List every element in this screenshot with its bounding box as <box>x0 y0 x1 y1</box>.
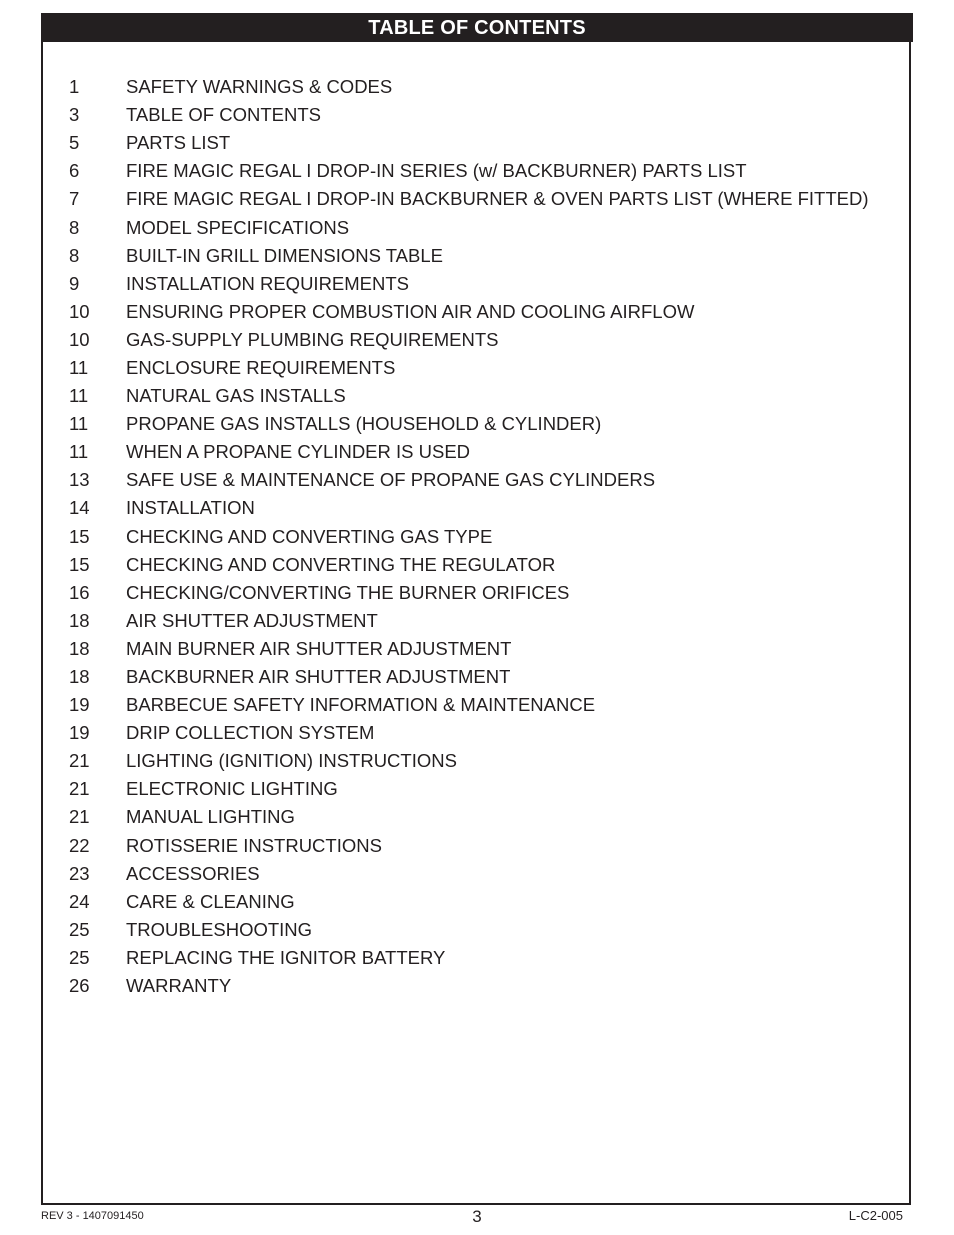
toc-entry <box>69 157 869 185</box>
toc-entry <box>69 242 869 270</box>
toc-entry <box>69 691 869 719</box>
toc-page-number: 18 <box>69 637 90 659</box>
toc-entry <box>69 663 869 691</box>
toc-page-number: 25 <box>69 946 90 968</box>
toc-entry-title: BARBECUE SAFETY INFORMATION & MAINTENANCE <box>126 694 596 716</box>
toc-page-number: 21 <box>69 778 90 800</box>
toc-entry <box>69 73 869 101</box>
toc-page-number: 18 <box>69 609 90 631</box>
toc-entry <box>69 438 869 466</box>
toc-page-number: 16 <box>69 581 90 603</box>
toc-page-number: 15 <box>69 525 90 547</box>
toc-entry-title: AIR SHUTTER ADJUSTMENT <box>126 609 378 631</box>
toc-entry-title: INSTALLATION REQUIREMENTS <box>126 272 410 294</box>
toc-entry <box>69 129 869 157</box>
toc-entry-title: NATURAL GAS INSTALLS <box>126 385 346 407</box>
toc-entry <box>69 719 869 747</box>
toc-entry-title: MAIN BURNER AIR SHUTTER ADJUSTMENT <box>126 637 512 659</box>
toc-entry <box>69 270 869 298</box>
toc-entry-title: CHECKING AND CONVERTING GAS TYPE <box>126 525 493 547</box>
toc-entry-title: REPLACING THE IGNITOR BATTERY <box>126 946 446 968</box>
toc-page-number: 13 <box>69 469 90 491</box>
toc-page-number: 6 <box>69 160 80 182</box>
toc-page-number: 8 <box>69 216 80 238</box>
toc-entry-title: ACCESSORIES <box>126 862 260 884</box>
toc-entry <box>69 916 869 944</box>
toc-entry <box>69 466 869 494</box>
document-code: L-C2-005 <box>848 1208 903 1223</box>
toc-entry <box>69 494 869 522</box>
toc-entry <box>69 944 869 972</box>
toc-entry <box>69 326 869 354</box>
toc-entry-title: SAFE USE & MAINTENANCE OF PROPANE GAS CYLINDERS <box>126 469 656 491</box>
toc-entry-title: ENSURING PROPER COMBUSTION AIR AND COOLING AIRFLOW <box>126 300 695 322</box>
toc-entry-title: CHECKING/CONVERTING THE BURNER ORIFICES <box>126 581 570 603</box>
toc-entry-title: WHEN A PROPANE CYLINDER IS USED <box>126 441 471 463</box>
toc-page-number: 18 <box>69 666 90 688</box>
toc-entry <box>69 579 869 607</box>
toc-entry <box>69 775 869 803</box>
toc-entry-title: ELECTRONIC LIGHTING <box>126 778 338 800</box>
toc-entry-title: FIRE MAGIC REGAL I DROP-IN BACKBURNER & OVEN PARTS LIST (WHERE FITTED) <box>126 188 869 210</box>
toc-entry <box>69 298 869 326</box>
toc-page-number: 9 <box>69 272 80 294</box>
toc-entry-title: PARTS LIST <box>126 132 231 154</box>
toc-page-number: 1 <box>69 76 80 98</box>
toc-entry-title: CARE & CLEANING <box>126 890 295 912</box>
toc-entry-title: SAFETY WARNINGS & CODES <box>126 76 393 98</box>
toc-entry <box>69 607 869 635</box>
toc-entry <box>69 972 869 1000</box>
toc-entry-title: ENCLOSURE REQUIREMENTS <box>126 356 396 378</box>
toc-entry <box>69 410 869 438</box>
toc-entry-title: FIRE MAGIC REGAL I DROP-IN SERIES (w/ BACKBURNER) PARTS LIST <box>126 160 747 182</box>
toc-entry-title: TROUBLESHOOTING <box>126 918 313 940</box>
toc-entry-title: DRIP COLLECTION SYSTEM <box>126 722 375 744</box>
toc-page-number: 15 <box>69 553 90 575</box>
toc-page-number: 11 <box>69 356 89 378</box>
toc-page-number: 22 <box>69 834 90 856</box>
toc-page-number: 26 <box>69 975 90 997</box>
toc-entry-title: TABLE OF CONTENTS <box>126 104 321 126</box>
revision-code: REV 3 - 1407091450 <box>41 1210 144 1222</box>
toc-page-number: 11 <box>69 413 89 435</box>
toc-entry-title: PROPANE GAS INSTALLS (HOUSEHOLD & CYLINDER) <box>126 413 602 435</box>
page-number: 3 <box>472 1207 482 1226</box>
toc-entry <box>69 551 869 579</box>
toc-page-number: 10 <box>69 328 90 350</box>
toc-entry <box>69 213 869 241</box>
toc-entry-title: CHECKING AND CONVERTING THE REGULATOR <box>126 553 556 575</box>
toc-entry-title: INSTALLATION <box>126 497 255 519</box>
toc-page-number: 24 <box>69 890 90 912</box>
toc-page-number: 19 <box>69 694 90 716</box>
toc-entry <box>69 888 869 916</box>
toc-entry <box>69 860 869 888</box>
toc-page-number: 5 <box>69 132 80 154</box>
toc-entry-title: WARRANTY <box>126 975 232 997</box>
toc-page-number: 25 <box>69 918 90 940</box>
toc-entry-title: LIGHTING (IGNITION) INSTRUCTIONS <box>126 750 457 772</box>
toc-page-number: 3 <box>69 104 80 126</box>
toc-page-number: 8 <box>69 244 80 266</box>
toc-entry-title: MANUAL LIGHTING <box>126 806 295 828</box>
toc-entry-title: ROTISSERIE INSTRUCTIONS <box>126 834 382 856</box>
toc-entry <box>69 185 869 213</box>
toc-page-number: 11 <box>69 441 89 463</box>
toc-entry <box>69 635 869 663</box>
toc-page-number: 23 <box>69 862 90 884</box>
toc-entry-title: GAS-SUPPLY PLUMBING REQUIREMENTS <box>126 328 499 350</box>
toc-entry <box>69 101 869 129</box>
toc-entry-title: MODEL SPECIFICATIONS <box>126 216 350 238</box>
toc-page-number: 10 <box>69 300 90 322</box>
toc-entry <box>69 523 869 551</box>
toc-entry-title: BUILT-IN GRILL DIMENSIONS TABLE <box>126 244 443 266</box>
toc-entry <box>69 803 869 831</box>
toc-entry <box>69 382 869 410</box>
toc-entry <box>69 747 869 775</box>
toc-page-number: 19 <box>69 722 90 744</box>
toc-entry <box>69 832 869 860</box>
toc-page-number: 21 <box>69 750 90 772</box>
toc-page-number: 11 <box>69 385 89 407</box>
toc-page-number: 21 <box>69 806 90 828</box>
toc-entry-title: BACKBURNER AIR SHUTTER ADJUSTMENT <box>126 666 511 688</box>
toc-page-number: 7 <box>69 188 80 210</box>
table-of-contents <box>69 73 869 1000</box>
toc-entry <box>69 354 869 382</box>
page-title: TABLE OF CONTENTS <box>41 13 913 42</box>
toc-page-number: 14 <box>69 497 90 519</box>
